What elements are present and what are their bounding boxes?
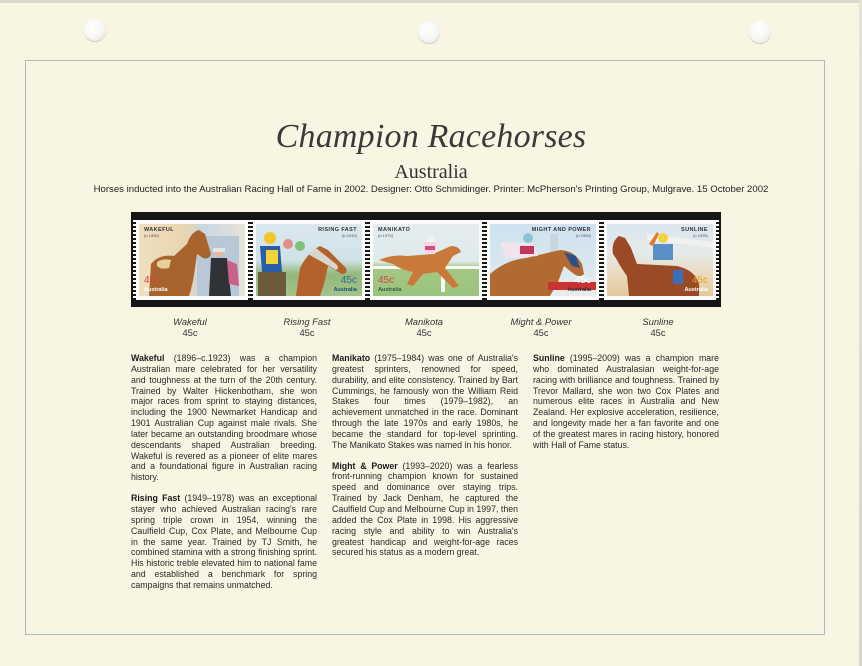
page-country: Australia [394,161,468,183]
caption-name: Rising Fast [283,316,331,327]
caption-manikato [369,316,479,338]
description-might-and-power [332,461,518,559]
caption-value: 45c [299,327,315,338]
description-text: (1993–2020) was a fearless front-running champion known for sustained speed and dominance over staying trips. Trained by Jack Denham, he captured the Caulfield Cup and Melbourne Cup in 1997, then added the Cox Plate in 1998. His aggressive racing style and ability to win Australia's greatest handicap and weight-for-age races secured his status as a modern great. [332,460,518,558]
caption-wakeful [135,316,245,338]
description-column-3 [533,353,719,461]
description-manikato [332,353,518,451]
issue-credits: Horses inducted into the Australian Racing Hall of Fame in 2002. Designer: Otto Schmidinger. Printer: McPherson's Printing Group, Mulgrave. 15 October 2002 [93,184,769,195]
stamp-country: Australia [684,287,708,293]
description-text: (1995–2009) was a champion mare who dominated Australasian weight-for-age racing with brilliance and toughness. Trained by Trevor Mallard, she won two Cox Plates and numerous elite races in Australia and New Zealand. Her explosive acceleration, resilience, and longevity made her a fan favorite and one of the greatest mares in racing history, honored with Hall of Fame status. [533,353,719,450]
stamp-denomination: 45c [340,275,357,286]
stamp-country: Australia [333,287,357,293]
stamp-might-and-power [486,220,600,300]
stamp-sunline [603,220,717,300]
caption-value: 45c [650,327,666,338]
stamp-year: (b.1975) [378,233,393,238]
description-wakeful [131,353,317,483]
stamp-rising-fast [252,220,366,300]
caption-rising-fast [252,316,362,338]
caption-sunline [603,316,713,338]
punch-hole-left [84,19,106,41]
horse-name: Sunline [533,353,565,363]
stamp-year: (b.1896) [144,233,159,238]
caption-value: 45c [533,327,549,338]
stamp-title: WAKEFUL [144,227,174,233]
caption-name: Sunline [642,316,674,327]
page-title: Champion Racehorses [275,118,587,155]
stamp-country: Australia [378,287,402,293]
horse-name: Might & Power [332,460,398,471]
stamp-title: RISING FAST [318,227,357,233]
horse-name: Wakeful [131,353,165,363]
stamp-year: (b.1995) [693,233,708,238]
stamp-title: SUNLINE [681,227,708,233]
caption-name: Manikota [404,316,444,327]
horse-name: Rising Fast [131,493,181,504]
stamp-title: MIGHT AND POWER [531,227,591,233]
stamp-year: (b.1993) [576,233,591,238]
description-column-1 [131,353,317,601]
caption-name: Wakeful [173,316,207,327]
stamp-country: Australia [144,287,168,293]
page-top-edge [0,0,862,3]
punch-hole-center [418,21,440,43]
description-sunline [533,353,719,451]
description-text: (1896–c.1923) was a champion Australian mare celebrated for her versatility and toughness at the turn of the 20th century. Trained by Walter Hickenbotham, she won major races from sprint to staying distances, including the 1900 Newmarket Handicap and 1901 Australian Cup against male rivals. She later became an outstanding broodmare whose descendants shaped Australian breeding. Wakeful is revered as a pioneer of elite mares and a foundational figure in Australian racing history. [131,353,317,483]
stamp-denomination: 45c [144,275,161,286]
stamp-year: (b.1949) [342,233,357,238]
caption-value: 45c [416,327,432,338]
description-rising-fast [131,493,317,591]
description-text: (1949–1978) was an exceptional stayer who achieved Australian racing's rare spring triple crown in 1954, winning the Caulfield Cup, Cox Plate, and Melbourne Cup in the same year. Trained by TJ Smith, he combined stamina with a strong finishing sprint. His historic treble elevated him to national fame and established a benchmark for spring campaigns that remains unmatched. [131,493,317,590]
stamp-country: Australia [567,287,591,293]
stamp-wakeful [135,220,249,300]
punch-hole-right [749,21,771,43]
stamp-manikato [369,220,483,300]
caption-name: Might & Power [510,316,572,327]
stamp-title: MANIKATO [378,227,411,233]
description-text: (1975–1984) was one of Australia's greatest sprinters, renowned for speed, durability, and elite consistency. Trained by Bart Cummings, he famously won the William Reid Stakes four times (1979–1982), an achievement unmatched in the race. Dominant through the late 1970s and early 1980s, he became the standard for top-level sprinting. The Manikato Stakes was named in his honor. [332,353,518,450]
horse-name: Manikato [332,353,371,363]
stamp-denomination: 45c [378,275,395,286]
caption-might-and-power [486,316,596,338]
caption-value: 45c [182,327,198,338]
stamp-strip-mount [131,212,721,307]
description-column-2 [332,353,518,568]
stamp-denomination: 45c [574,275,591,286]
stamp-denomination: 45c [691,275,708,286]
